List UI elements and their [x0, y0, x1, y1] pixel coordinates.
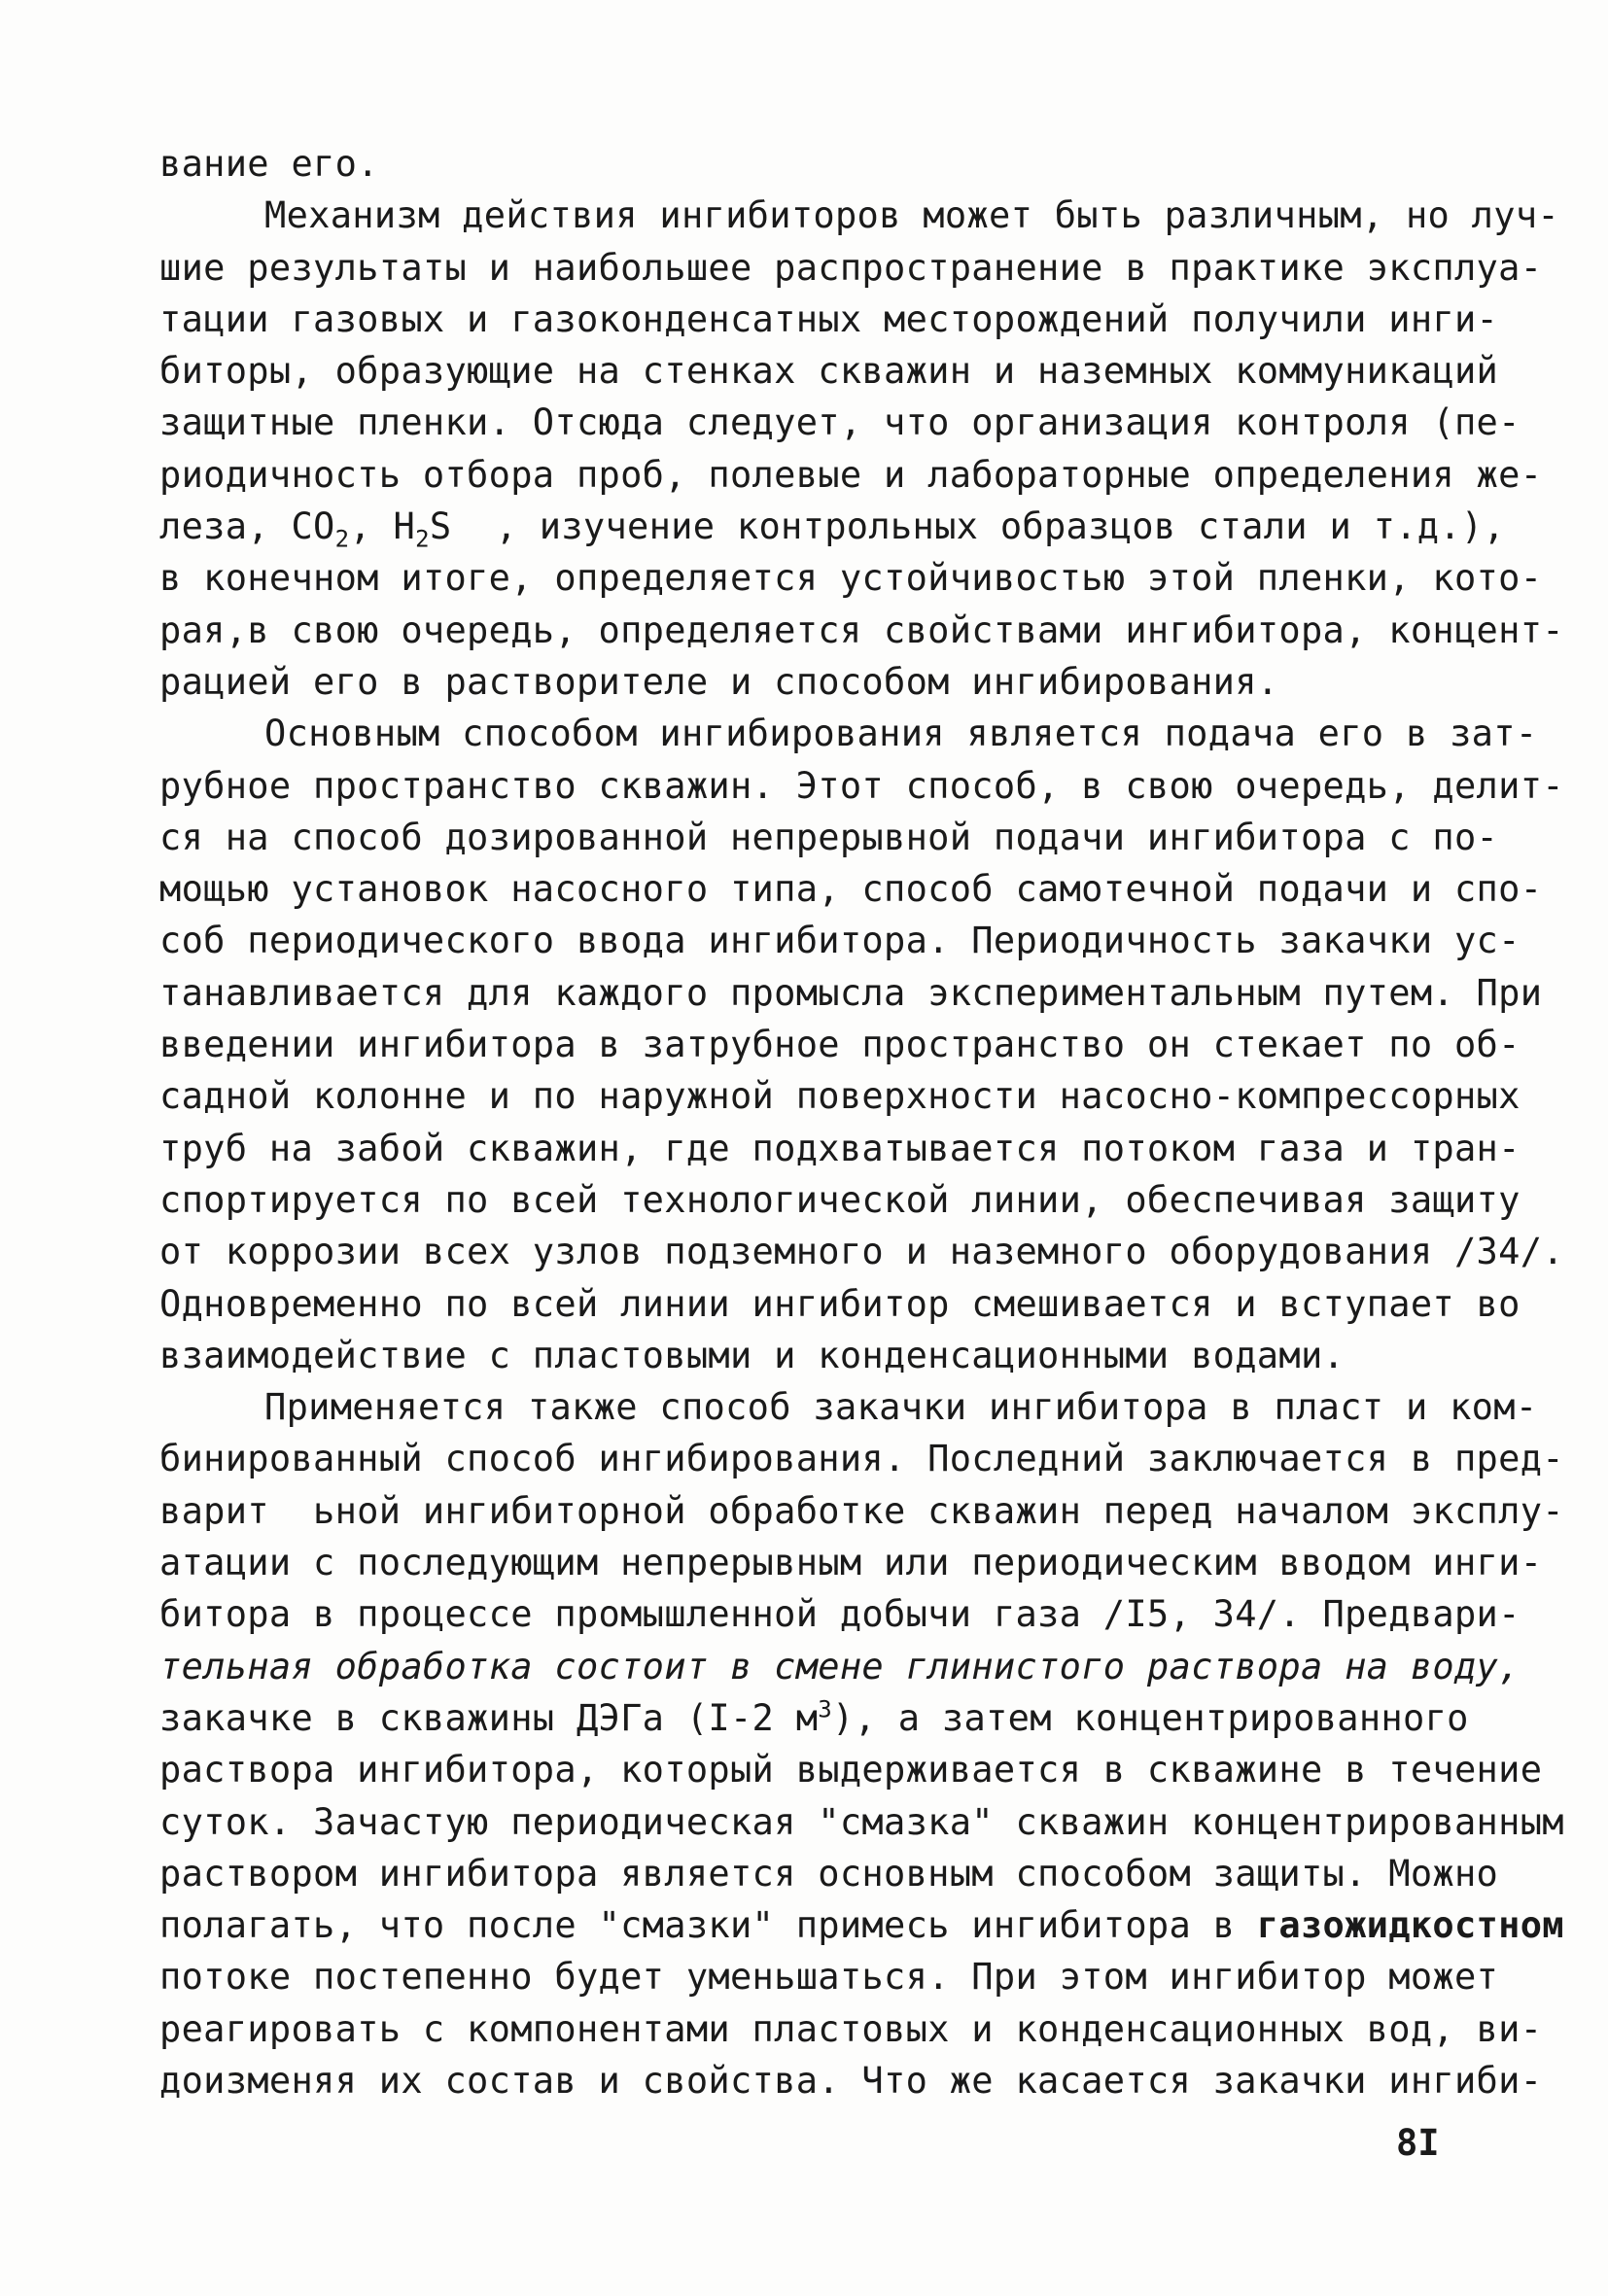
text-line: от коррозии всех узлов подземного и наземного оборудования /34/.: [159, 1231, 1564, 1273]
text-line: Применяется также способ закачки ингибитора в пласт и ком-: [264, 1386, 1538, 1429]
text-line: введении ингибитора в затрубное пространство он стекает по об-: [159, 1024, 1521, 1066]
text-line: биторы, образующие на стенках скважин и наземных коммуникаций: [159, 350, 1499, 393]
text-fragment: ), а затем концентрированного: [832, 1696, 1469, 1739]
text-line: рацией его в растворителе и способом ингибирования.: [159, 660, 1279, 703]
text-line: садной колонне и по наружной поверхности насосно-компрессорных: [159, 1075, 1521, 1118]
text-line: бинированный способ ингибирования. Последний заключается в пред-: [159, 1438, 1564, 1480]
text-line: битора в процессе промышленной добычи газа /I5, 34/. Предвари-: [159, 1593, 1521, 1636]
page-number: 8I: [1396, 2122, 1440, 2164]
superscript: 3: [818, 1695, 833, 1723]
text-fragment: S , изучение контрольных образцов стали и т.д.),: [429, 505, 1506, 548]
text-line: доизменяя их состав и свойства. Что же касается закачки ингиби-: [159, 2059, 1543, 2102]
subscript: 2: [334, 525, 350, 553]
subscript: 2: [415, 525, 430, 553]
text-line: тации газовых и газоконденсатных месторождений получили инги-: [159, 297, 1499, 340]
text-fragment: , Н: [349, 505, 416, 548]
text-line: ся на способ дозированной непрерывной подачи ингибитора с по-: [159, 816, 1499, 858]
text-line: Механизм действия ингибиторов может быть различным, но луч-: [264, 194, 1559, 237]
text-line: рая,в свою очередь, определяется свойствами ингибитора, концент-: [159, 609, 1564, 651]
text-line: рубное пространство скважин. Этот способ, в свою очередь, делит-: [159, 764, 1564, 807]
text-line-formula: [159, 1692, 1472, 1744]
text-line: реагировать с компонентами пластовых и конденсационных вод, ви-: [159, 2007, 1543, 2050]
text-line: вание его.: [159, 143, 379, 185]
text-line: защитные пленки. Отсюда следует, что организация контроля (пе-: [159, 401, 1521, 444]
body-text: [159, 138, 1564, 2106]
text-line: танавливается для каждого промысла экспериментальным путем. При: [159, 971, 1543, 1014]
text-line: шие результаты и наибольшее распространение в практике эксплуа-: [159, 246, 1543, 289]
text-line: раствором ингибитора является основным способом защиты. Можно: [159, 1852, 1499, 1895]
text-line-italic: тельная обработка состоит в смене глинистого раствора на воду,: [159, 1645, 1521, 1687]
text-line: риодичность отбора проб, полевые и лабораторные определения же-: [159, 453, 1543, 496]
text-line: спортируется по всей технологической линии, обеспечивая защиту: [159, 1178, 1521, 1221]
text-fragment: закачке в скважины ДЭГа (I-2 м: [159, 1696, 819, 1739]
text-line: варит ьной ингибиторной обработке скважин перед началом эксплу-: [159, 1489, 1564, 1532]
text-line-emphasis: [159, 1899, 1564, 1951]
text-line: суток. Зачастую периодическая "смазка" скважин концентрированным: [159, 1800, 1564, 1843]
bold-word: газожидкостном: [1256, 1904, 1564, 1947]
text-line: Основным способом ингибирования является подача его в зат-: [264, 713, 1538, 755]
text-line: соб периодического ввода ингибитора. Периодичность закачки ус-: [159, 920, 1521, 962]
text-line: Одновременно по всей линии ингибитор смешивается и вступает во: [159, 1282, 1521, 1325]
text-line: в конечном итоге, определяется устойчивостью этой пленки, кото-: [159, 557, 1543, 600]
text-line-formula: [159, 501, 1506, 553]
text-line: труб на забой скважин, где подхватывается потоком газа и тран-: [159, 1127, 1521, 1169]
text-fragment: леза, СО: [159, 505, 335, 548]
text-line: атации с последующим непрерывным или периодическим вводом инги-: [159, 1542, 1543, 1584]
text-line: мощью установок насосного типа, способ самотечной подачи и спо-: [159, 868, 1543, 911]
text-fragment: полагать, что после "смазки" примесь ингибитора в: [159, 1904, 1257, 1947]
text-line: раствора ингибитора, который выдерживается в скважине в течение: [159, 1749, 1543, 1792]
text-line: взаимодействие с пластовыми и конденсационными водами.: [159, 1334, 1346, 1376]
text-line: потоке постепенно будет уменьшаться. При этом ингибитор может: [159, 1956, 1499, 1999]
